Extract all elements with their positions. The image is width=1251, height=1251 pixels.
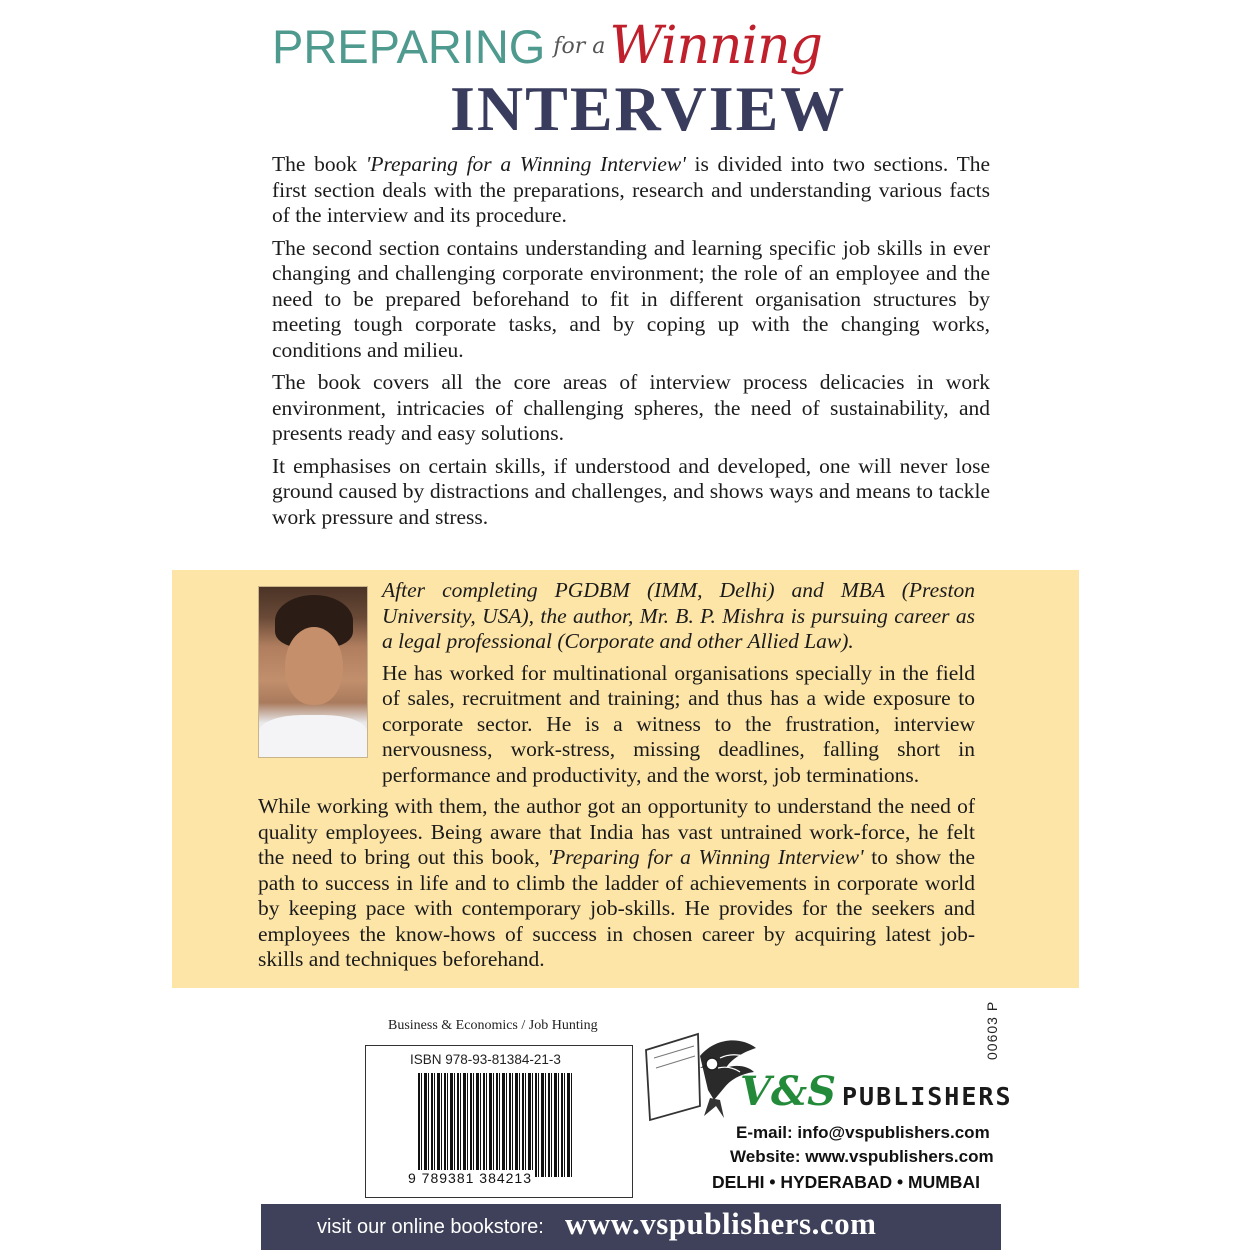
description-p1-lead: The book bbox=[272, 152, 366, 176]
description-paragraph-3: The book covers all the core areas of interview process delicacies in work environment, intricacies of challenging spheres, the need of sustainability, and presents ready and easy solutions. bbox=[272, 370, 990, 445]
author-paragraph-2: He has worked for multinational organisations specially in the field of sales, recruitment and training; and thus has a wide exposure to corporate sector. He is a witness to the frustration, interview nervousness, work-stress, missing deadlines, falling short in performance and productivity, and the worst, job terminations. bbox=[382, 660, 975, 787]
author-paragraph-3 bbox=[258, 794, 975, 973]
publisher-email: E-mail: info@vspublishers.com bbox=[736, 1123, 990, 1142]
publisher-cities: DELHI • HYDERABAD • MUMBAI bbox=[712, 1172, 980, 1192]
title-for-a: for a bbox=[553, 34, 606, 59]
footer-url: www.vspublishers.com bbox=[565, 1206, 877, 1241]
author-p3-rest: to show the path to success in life and to climb the ladder of achievements in corporate world by keeping pace with contemporary job-skills. He provides for the seekers and employees the know-hows of success in chosen career by acquiring latest job-skills and techniques beforehand. bbox=[258, 845, 976, 971]
barcode-bars bbox=[418, 1073, 574, 1177]
title-interview: INTERVIEW bbox=[450, 73, 847, 144]
author-p3-book-title: 'Preparing for a Winning Interview' bbox=[547, 845, 864, 869]
barcode bbox=[365, 1045, 633, 1198]
author-bio-text bbox=[258, 578, 975, 979]
description-paragraph-4: It emphasises on certain skills, if understood and developed, one will never lose ground caused by distractions and challenges, and shows ways and means to tackle work pressure and stress. bbox=[272, 453, 990, 529]
footer-bar bbox=[261, 1204, 1001, 1250]
title-winning: Winning bbox=[609, 16, 822, 76]
book-description bbox=[272, 152, 990, 537]
description-p1-rest: is divided into two sections. The first section deals with the preparations, research and understanding various facts of the interview and its procedure. bbox=[272, 152, 990, 227]
product-code: 00603 P bbox=[984, 1000, 1000, 1060]
title-line-1 bbox=[272, 16, 822, 80]
category-label: Business & Economics / Job Hunting bbox=[388, 1018, 598, 1033]
author-p3-lead: While working with them, the author got an opportunity to understand the need of quality employees. Being aware that India has vast untrained work-force, he felt the need to bring out this book, bbox=[258, 794, 975, 869]
isbn-label: ISBN 978-93-81384-21-3 bbox=[410, 1052, 561, 1067]
publisher-name-vs: V&S bbox=[740, 1068, 837, 1115]
publisher-website: Website: www.vspublishers.com bbox=[730, 1147, 994, 1166]
footer-prefix: visit our online bookstore: bbox=[317, 1216, 544, 1238]
barcode-digits: 9 789381 384213 bbox=[408, 1170, 532, 1186]
description-p1-book-title: 'Preparing for a Winning Interview' bbox=[365, 152, 686, 176]
description-paragraph-2: The second section contains understanding and learning specific job skills in ever changing and challenging corporate environment; the role of an employee and the need to be prepared beforehand to fit in different organisation structures by meeting tough corporate tasks, and by coping up with the changing works, conditions and milieu. bbox=[272, 235, 990, 362]
description-paragraph-1 bbox=[272, 152, 990, 229]
author-paragraph-1: After completing PGDBM (IMM, Delhi) and MBA (Preston University, USA), the author, Mr. B. P. Mishra is pursuing career as a legal professional (Corporate and other Allied Law). bbox=[382, 578, 975, 653]
publisher-name-publishers: PUBLISHERS bbox=[842, 1082, 1013, 1111]
title-preparing: PREPARING bbox=[272, 20, 546, 73]
author-bio-box bbox=[172, 570, 1079, 988]
